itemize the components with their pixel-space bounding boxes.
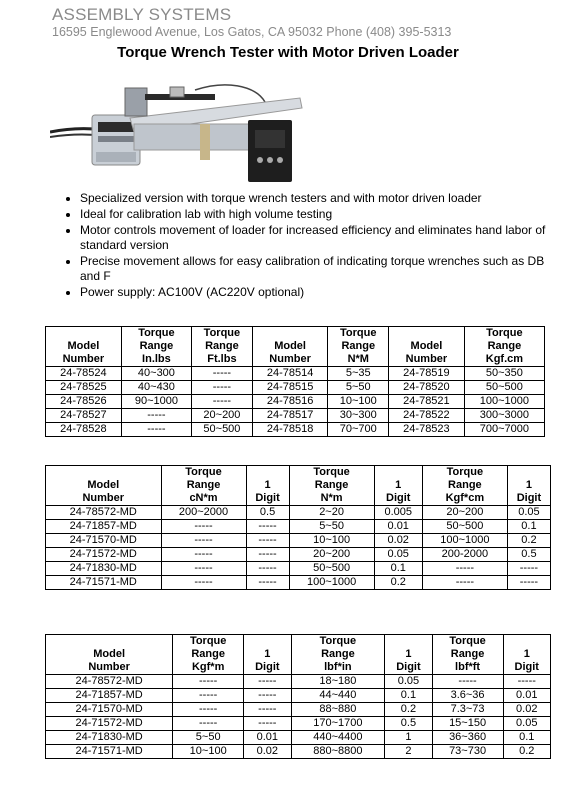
column-header-line: 1	[395, 479, 402, 491]
column-header-line: cN*m	[189, 492, 218, 504]
spec-table-1	[45, 326, 545, 437]
table-cell: 0.05	[503, 717, 551, 731]
column-header-line: Range	[448, 479, 482, 491]
table-row	[46, 576, 551, 590]
table-cell: 0.5	[507, 548, 550, 562]
table-cell: 24-78521	[389, 395, 465, 409]
table-cell: 2~20	[289, 506, 374, 520]
column-header-line: Number	[88, 661, 130, 673]
table-cell: 24-78515	[252, 381, 328, 395]
table-cell: 24-78527	[46, 409, 122, 423]
table-cell: 10~100	[328, 395, 389, 409]
table-header-row	[46, 635, 551, 675]
column-header-line: Model	[274, 340, 306, 352]
table-cell: 440~4400	[291, 731, 385, 745]
table-row	[46, 381, 545, 395]
table-cell: 50~500	[192, 423, 253, 437]
table-cell: 24-78526	[46, 395, 122, 409]
table-cell: -----	[192, 381, 253, 395]
table-cell: -----	[246, 520, 289, 534]
column-header-line: Torque	[486, 327, 523, 339]
table-cell: 2	[385, 745, 432, 759]
table-cell: 7.3~73	[432, 703, 503, 717]
column-header-line: Torque	[446, 466, 484, 478]
table-cell: 1	[385, 731, 432, 745]
table-row	[46, 689, 551, 703]
column-header-line: Torque	[189, 635, 227, 647]
column-header	[385, 635, 432, 675]
table-cell: 24-78517	[252, 409, 328, 423]
table-cell: 24-78520	[389, 381, 465, 395]
table-cell: 24-78514	[252, 367, 328, 381]
table-cell: 24-71570-MD	[46, 703, 173, 717]
column-header-line: Torque	[449, 635, 486, 647]
table-cell: 100~1000	[464, 395, 544, 409]
column-header	[246, 466, 289, 506]
column-header-line: Model	[67, 340, 100, 352]
table-cell: 24-78572-MD	[46, 506, 162, 520]
column-header-line: Torque	[185, 466, 222, 478]
table-cell: 73~730	[432, 745, 503, 759]
spec-table-2	[45, 465, 551, 590]
column-header-line: Digit	[255, 661, 280, 673]
table-cell: 24-78518	[252, 423, 328, 437]
table-cell: -----	[121, 423, 191, 437]
table-cell: 0.1	[507, 520, 550, 534]
column-header-line: Range	[139, 340, 174, 352]
table-cell: 200~2000	[161, 506, 246, 520]
column-header	[121, 327, 191, 367]
table-cell: -----	[507, 576, 550, 590]
column-header-line: Torque	[203, 327, 241, 339]
table-cell: 0.2	[503, 745, 551, 759]
table-cell: 0.1	[374, 562, 422, 576]
column-header-line: Kgf.cm	[485, 353, 524, 365]
table-cell: 20~200	[289, 548, 374, 562]
table-row	[46, 520, 551, 534]
table-cell: -----	[422, 576, 507, 590]
column-header-line: 1	[523, 648, 530, 660]
feature-item: • Motor controls movement of loader for increased efficiency and eliminates hand labor of standard version	[80, 223, 550, 253]
table-cell: 5~50	[289, 520, 374, 534]
product-photo	[50, 80, 310, 190]
column-header	[291, 635, 385, 675]
table-cell: 70~700	[328, 423, 389, 437]
table-cell: -----	[244, 703, 291, 717]
column-header-line: Torque	[340, 327, 377, 339]
table-cell: 0.1	[503, 731, 551, 745]
column-header-line: Kgf*m	[191, 661, 225, 673]
table-cell: 18~180	[291, 675, 385, 689]
column-header-line: Torque	[138, 327, 175, 339]
table-cell: 0.2	[374, 576, 422, 590]
table-cell: 10~100	[173, 745, 244, 759]
feature-item: • Precise movement allows for easy calibration of indicating torque wrenches such as DB and F	[80, 254, 550, 284]
table-cell: 40~430	[121, 381, 191, 395]
table-cell: 50~500	[464, 381, 544, 395]
column-header	[173, 635, 244, 675]
column-header-line: Digit	[386, 492, 411, 504]
table-row	[46, 675, 551, 689]
table-cell: -----	[246, 548, 289, 562]
column-header-line: 1	[405, 648, 412, 660]
table-cell: 0.02	[503, 703, 551, 717]
table-cell: 0.1	[385, 689, 432, 703]
table-row	[46, 395, 545, 409]
column-header	[503, 635, 551, 675]
table-cell: 880~8800	[291, 745, 385, 759]
table-cell: -----	[246, 562, 289, 576]
table-cell: 24-71570-MD	[46, 534, 162, 548]
table-cell: 100~1000	[422, 534, 507, 548]
column-header-line: N*m	[320, 492, 343, 504]
table-cell: 24-71571-MD	[46, 745, 173, 759]
table-cell: 44~440	[291, 689, 385, 703]
table-cell: -----	[161, 576, 246, 590]
feature-item: • Ideal for calibration lab with high volume testing	[80, 207, 550, 222]
table-cell: 15~150	[432, 717, 503, 731]
column-header-line: Number	[82, 492, 125, 504]
table-cell: 24-78528	[46, 423, 122, 437]
table-cell: 0.01	[374, 520, 422, 534]
column-header-line: 1	[264, 648, 271, 660]
table-cell: 24-78572-MD	[46, 675, 173, 689]
table-header-row	[46, 466, 551, 506]
table-cell: -----	[173, 675, 244, 689]
table-cell: -----	[121, 409, 191, 423]
table-cell: 24-71572-MD	[46, 717, 173, 731]
table-cell: -----	[246, 534, 289, 548]
table-cell: 0.005	[374, 506, 422, 520]
table-cell: 0.5	[246, 506, 289, 520]
table-cell: 50~350	[464, 367, 544, 381]
column-header-line: Range	[341, 340, 376, 352]
table-cell: 5~50	[328, 381, 389, 395]
table-cell: 0.5	[385, 717, 432, 731]
table-cell: 24-71571-MD	[46, 576, 162, 590]
table-row	[46, 745, 551, 759]
column-header-line: Range	[205, 340, 239, 352]
table-cell: 5~35	[328, 367, 389, 381]
table-cell: 300~3000	[464, 409, 544, 423]
column-header-line: Range	[191, 648, 225, 660]
table-cell: 0.02	[374, 534, 422, 548]
table-cell: 50~500	[422, 520, 507, 534]
column-header-line: Torque	[319, 635, 357, 647]
column-header-line: Number	[405, 353, 448, 365]
column-header-line: Model	[87, 479, 120, 491]
table-cell: 24-71830-MD	[46, 562, 162, 576]
column-header	[244, 635, 291, 675]
table-cell: 24-78523	[389, 423, 465, 437]
table-cell: 24-78524	[46, 367, 122, 381]
table-row	[46, 409, 545, 423]
table-cell: 88~880	[291, 703, 385, 717]
table-cell: 24-78522	[389, 409, 465, 423]
table-cell: -----	[244, 717, 291, 731]
column-header-line: Torque	[313, 466, 350, 478]
table-cell: -----	[244, 689, 291, 703]
feature-item: • Specialized version with torque wrench testers and with motor driven loader	[80, 191, 550, 206]
column-header	[328, 327, 389, 367]
column-header-line: Kgf*cm	[445, 492, 485, 504]
column-header-line: Digit	[396, 661, 421, 673]
table-cell: 24-71830-MD	[46, 731, 173, 745]
table-cell: 0.05	[374, 548, 422, 562]
column-header-line: 1	[525, 479, 532, 491]
column-header	[46, 466, 162, 506]
table-row	[46, 562, 551, 576]
column-header	[252, 327, 328, 367]
column-header	[161, 466, 246, 506]
table-cell: 5~50	[173, 731, 244, 745]
table-row	[46, 731, 551, 745]
table-row	[46, 717, 551, 731]
column-header-line: lbf*in	[324, 661, 352, 673]
column-header-line: 1	[264, 479, 271, 491]
table-cell: 24-71857-MD	[46, 520, 162, 534]
table-cell: 36~360	[432, 731, 503, 745]
table-cell: 200-2000	[422, 548, 507, 562]
column-header	[389, 327, 465, 367]
table-cell: 0.01	[244, 731, 291, 745]
table-cell: 90~1000	[121, 395, 191, 409]
table-cell: -----	[432, 675, 503, 689]
table-cell: -----	[173, 689, 244, 703]
table-row	[46, 506, 551, 520]
table-cell: -----	[503, 675, 551, 689]
table-header-row	[46, 327, 545, 367]
table-cell: 50~500	[289, 562, 374, 576]
table-row	[46, 423, 545, 437]
table-cell: 24-78516	[252, 395, 328, 409]
table-cell: 100~1000	[289, 576, 374, 590]
column-header-line: In.lbs	[142, 353, 171, 365]
column-header-line: Range	[450, 648, 485, 660]
table-cell: 700~7000	[464, 423, 544, 437]
feature-list	[64, 191, 550, 301]
table-cell: 20~200	[422, 506, 507, 520]
column-header-line: Range	[186, 479, 221, 491]
table-cell: -----	[161, 562, 246, 576]
table-cell: 3.6~36	[432, 689, 503, 703]
table-cell: 24-71572-MD	[46, 548, 162, 562]
column-header-line: Digit	[255, 492, 280, 504]
table-cell: 24-78519	[389, 367, 465, 381]
table-cell: 170~1700	[291, 717, 385, 731]
table-row	[46, 548, 551, 562]
table-cell: 20~200	[192, 409, 253, 423]
table-cell: -----	[507, 562, 550, 576]
column-header	[422, 466, 507, 506]
table-row	[46, 703, 551, 717]
page-title: Torque Wrench Tester with Motor Driven Loader	[117, 44, 459, 61]
column-header-line: Range	[487, 340, 522, 352]
column-header	[507, 466, 550, 506]
column-header-line: lbf*ft	[455, 661, 481, 673]
column-header	[46, 635, 173, 675]
table-cell: 0.01	[503, 689, 551, 703]
table-row	[46, 534, 551, 548]
column-header-line: Ft.lbs	[207, 353, 237, 365]
table-cell: 30~300	[328, 409, 389, 423]
column-header-line: Model	[410, 340, 443, 352]
column-header-line: Range	[321, 648, 355, 660]
table-cell: -----	[246, 576, 289, 590]
table-cell: -----	[161, 520, 246, 534]
table-cell: 24-78525	[46, 381, 122, 395]
company-name: ASSEMBLY SYSTEMS	[52, 5, 232, 24]
table-cell: 0.05	[385, 675, 432, 689]
table-cell: -----	[192, 395, 253, 409]
table-cell: 0.05	[507, 506, 550, 520]
table-row	[46, 367, 545, 381]
table-cell: 40~300	[121, 367, 191, 381]
table-cell: -----	[173, 703, 244, 717]
column-header-line: Digit	[514, 661, 539, 673]
feature-item: • Power supply: AC100V (AC220V optional)	[80, 285, 550, 300]
column-header-line: Number	[269, 353, 311, 365]
table-cell: -----	[244, 675, 291, 689]
table-cell: 0.2	[507, 534, 550, 548]
table-cell: 10~100	[289, 534, 374, 548]
spec-table-3	[45, 634, 551, 759]
table-cell: -----	[192, 367, 253, 381]
column-header	[192, 327, 253, 367]
table-cell: 0.02	[244, 745, 291, 759]
table-cell: -----	[161, 548, 246, 562]
table-cell: 0.2	[385, 703, 432, 717]
table-cell: -----	[173, 717, 244, 731]
column-header-line: Range	[314, 479, 349, 491]
column-header-line: Digit	[516, 492, 542, 504]
table-cell: -----	[161, 534, 246, 548]
column-header	[46, 327, 122, 367]
column-header	[374, 466, 422, 506]
column-header	[464, 327, 544, 367]
column-header-line: N*M	[347, 353, 369, 365]
table-cell: -----	[422, 562, 507, 576]
column-header-line: Model	[93, 648, 126, 660]
table-cell: 24-71857-MD	[46, 689, 173, 703]
column-header	[432, 635, 503, 675]
company-address: 16595 Englewood Avenue, Los Gatos, CA 95032 Phone (408) 395-5313	[52, 25, 452, 39]
column-header	[289, 466, 374, 506]
column-header-line: Number	[62, 353, 105, 365]
